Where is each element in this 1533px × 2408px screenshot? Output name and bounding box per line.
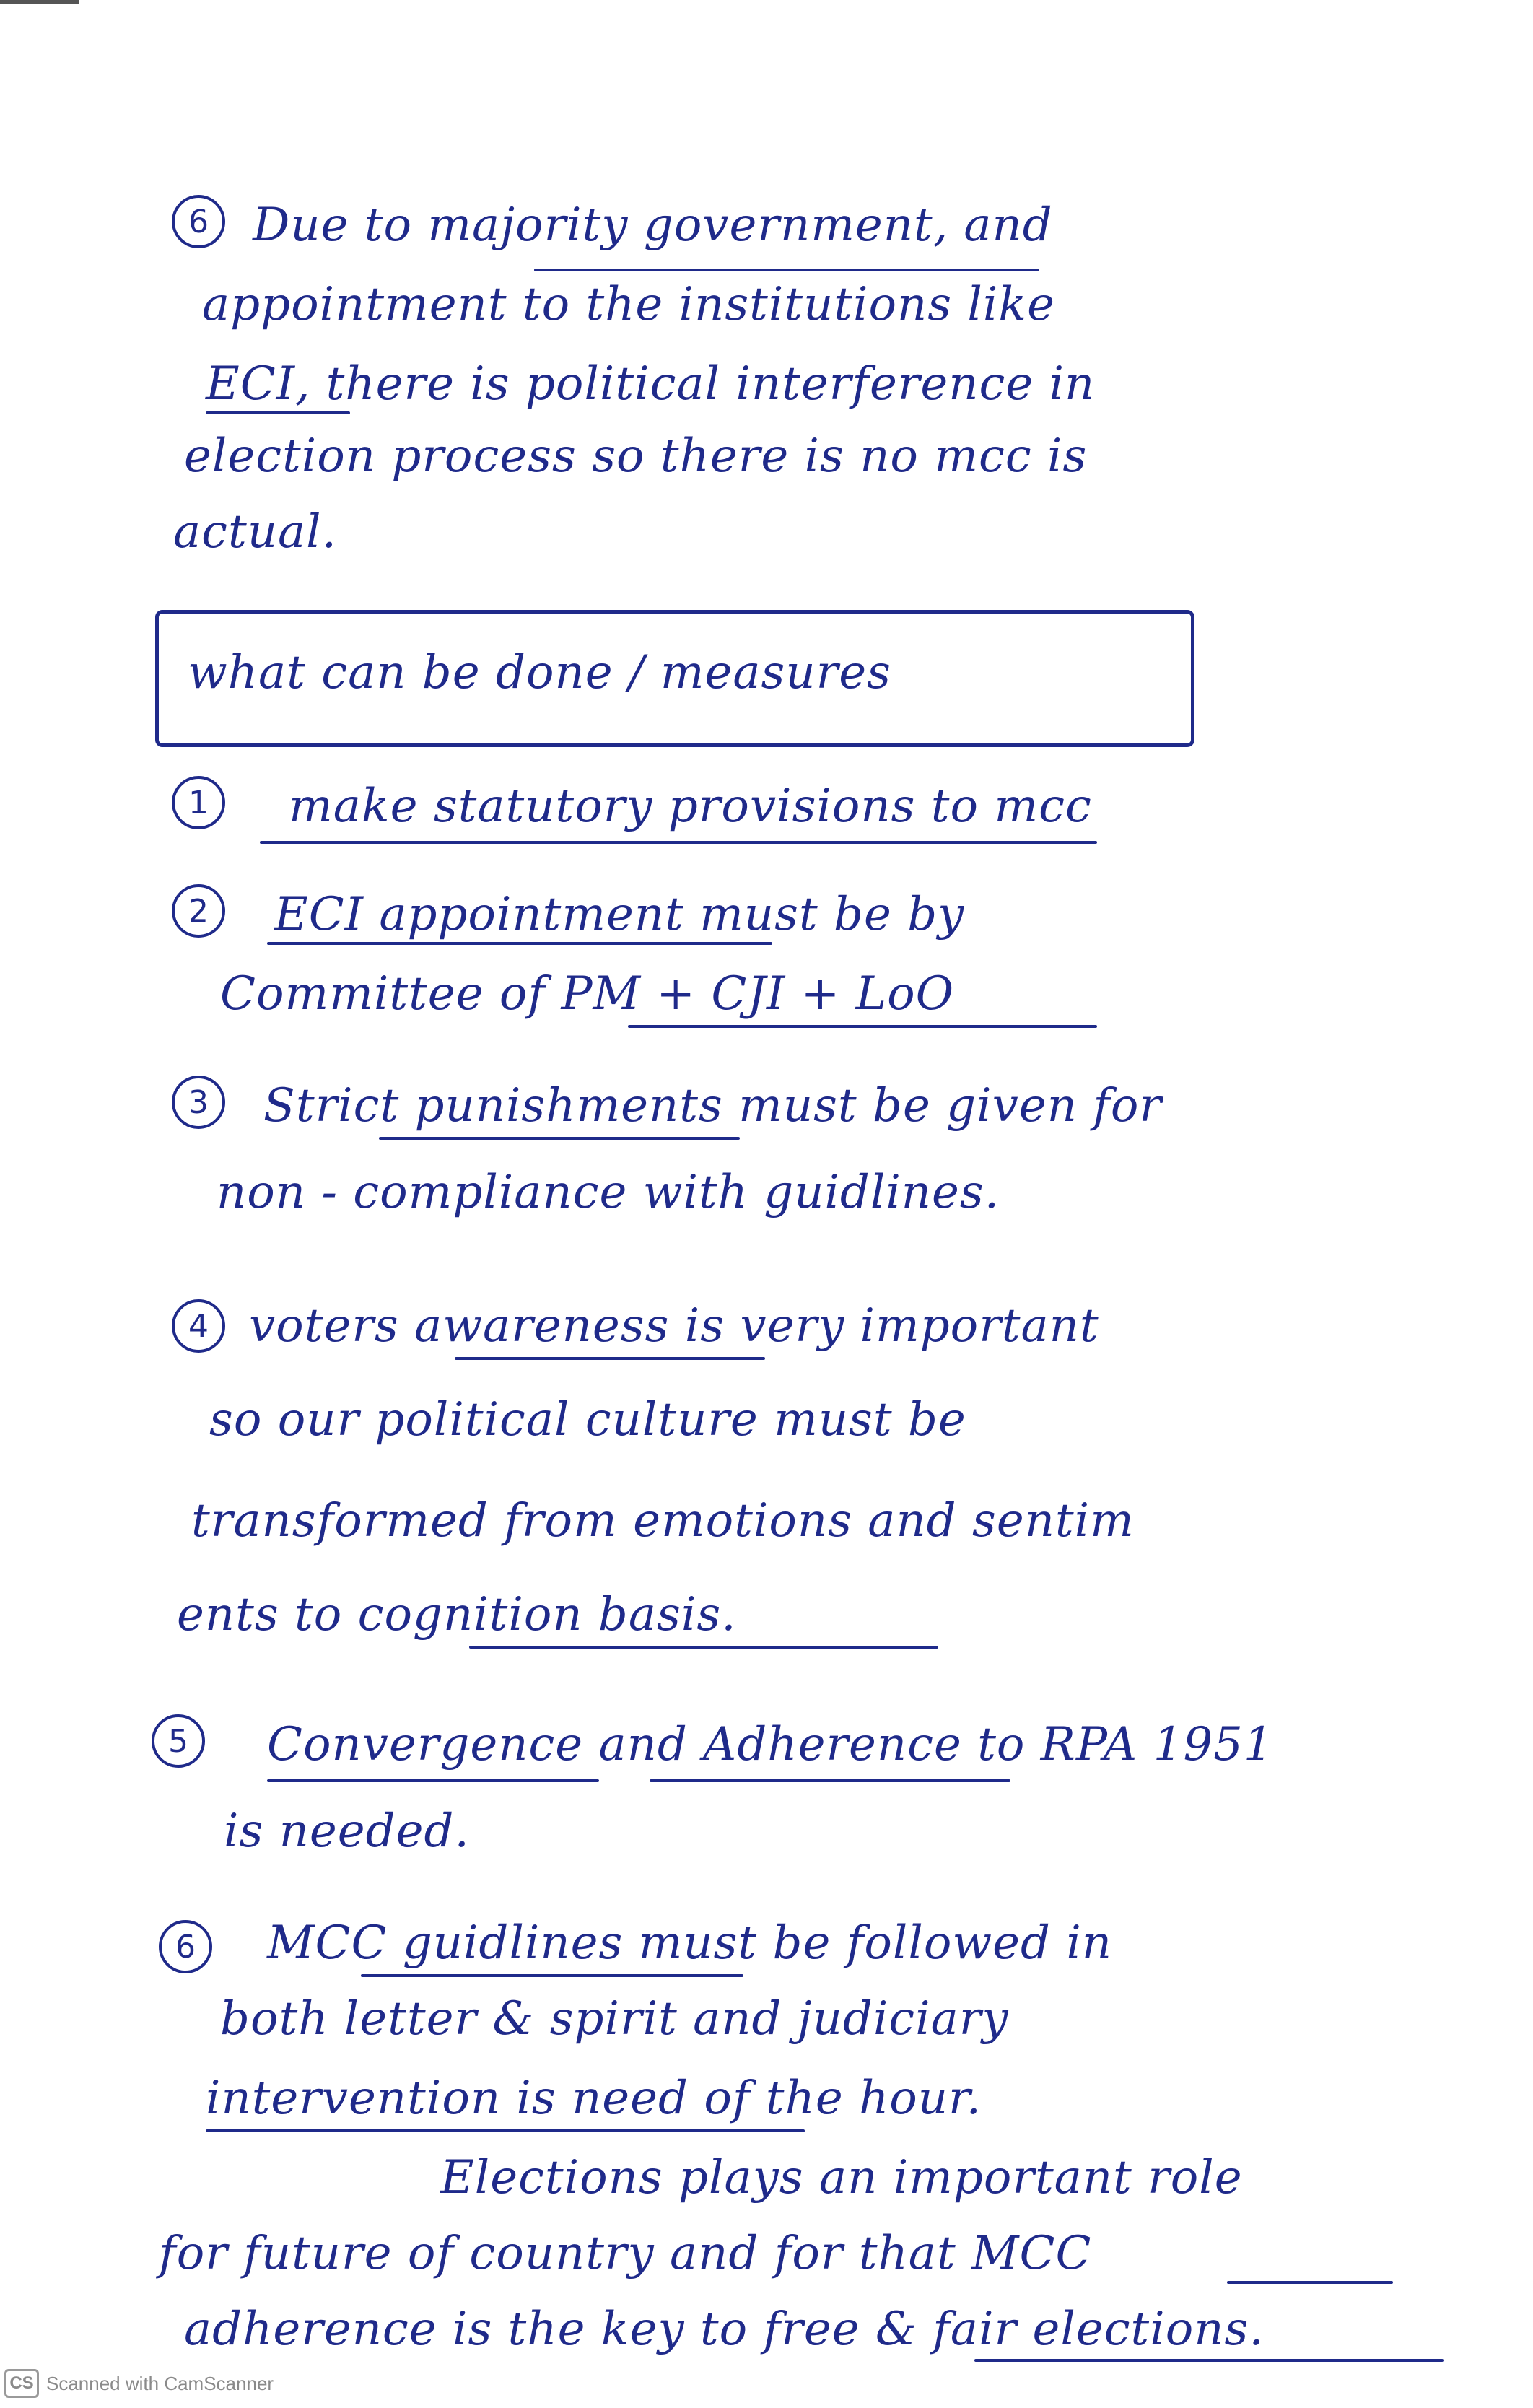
measure-line: MCC guidlines must be followed in: [267, 1916, 1112, 1970]
paragraph-line: actual.: [173, 505, 337, 559]
measure-line: intervention is need of the hour.: [206, 2072, 982, 2125]
scanner-watermark: [4, 2369, 274, 2398]
measure-line: non - compliance with guidlines.: [217, 1166, 1000, 1219]
underline: [206, 411, 350, 414]
measure-number-circle: 4: [172, 1299, 225, 1353]
measure-number-circle: 1: [172, 776, 225, 829]
underline: [260, 841, 1097, 844]
underline: [1227, 2281, 1393, 2284]
underline: [267, 942, 772, 945]
measure-line: ECI appointment must be by: [274, 888, 965, 941]
paragraph-line: election process so there is no mcc is: [184, 429, 1088, 483]
measure-line: Convergence and Adherence to RPA 1951: [267, 1718, 1274, 1771]
conclusion-line: adherence is the key to free & fair elections.: [184, 2303, 1265, 2356]
measure-line: ents to cognition basis.: [177, 1588, 737, 1641]
underline: [534, 269, 1039, 271]
underline: [650, 1779, 1010, 1782]
conclusion-line: Elections plays an important role: [440, 2151, 1243, 2204]
paragraph-line: Due to majority government, and: [253, 199, 1053, 252]
measure-number-circle: 6: [159, 1920, 212, 1973]
underline: [469, 1646, 938, 1649]
measure-line: Committee of PM + CJI + LoO: [220, 967, 955, 1021]
scanner-text: Scanned with CamScanner: [46, 2372, 274, 2394]
measure-line: both letter & spirit and judiciary: [220, 1992, 1009, 2046]
measure-number-circle: 3: [172, 1076, 225, 1129]
measures-heading-box: [155, 610, 1194, 747]
paragraph-line: appointment to the institutions like: [202, 278, 1055, 331]
paragraph-line: ECI, there is political interference in: [206, 357, 1096, 411]
point-number-circle: 6: [172, 195, 225, 248]
underline: [361, 1974, 743, 1977]
measure-line: make statutory provisions to mcc: [289, 780, 1092, 833]
measure-line: transformed from emotions and sentim: [191, 1494, 1135, 1548]
measures-heading: what can be done / measures: [188, 646, 891, 699]
underline: [628, 1025, 1097, 1028]
measure-line: is needed.: [224, 1805, 470, 1858]
measure-line: so our political culture must be: [209, 1393, 966, 1447]
measure-line: Strict punishments must be given for: [263, 1079, 1162, 1133]
underline: [267, 1779, 599, 1782]
underline: [455, 1357, 765, 1360]
conclusion-line: for future of country and for that MCC: [159, 2227, 1092, 2280]
measure-line: voters awareness is very important: [249, 1299, 1099, 1353]
camscanner-logo-icon: CS: [4, 2369, 39, 2398]
underline: [974, 2359, 1444, 2362]
underline: [206, 2129, 805, 2132]
underline: [379, 1137, 740, 1140]
scan-edge-mark: [0, 0, 79, 4]
measure-number-circle: 5: [152, 1714, 205, 1768]
measure-number-circle: 2: [172, 884, 225, 938]
